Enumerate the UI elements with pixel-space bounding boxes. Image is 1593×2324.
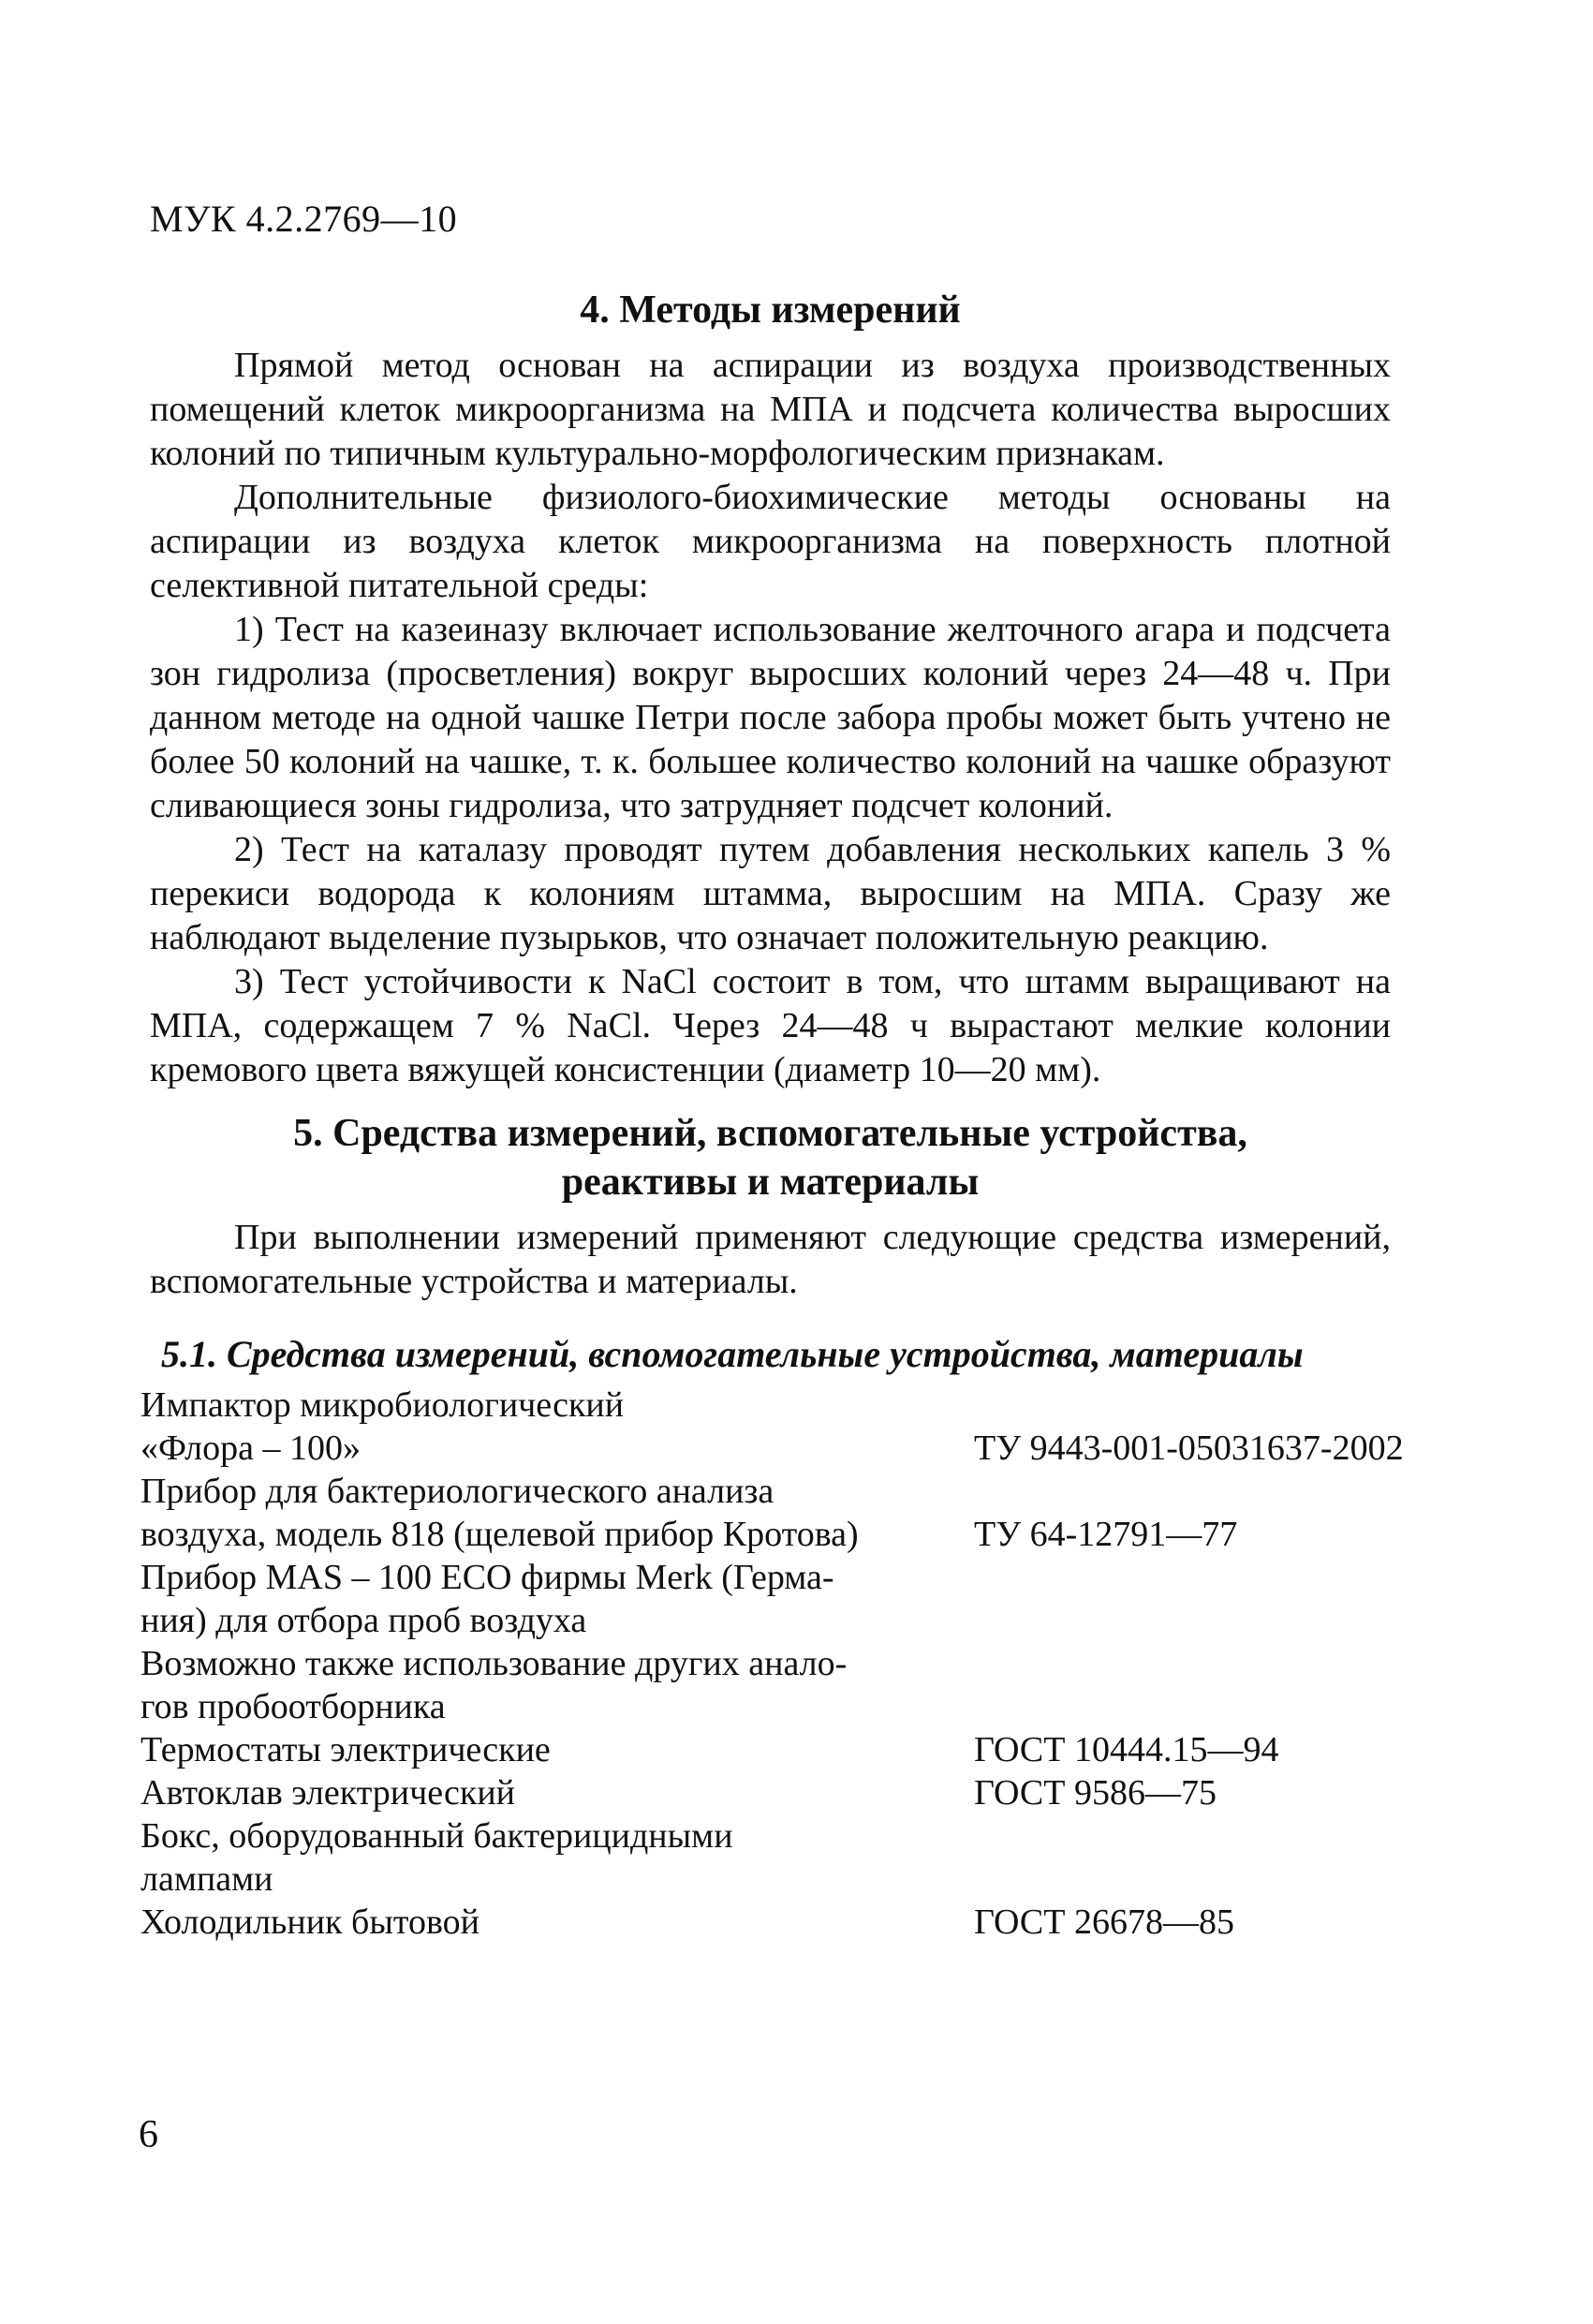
table-row	[140, 1470, 1452, 1513]
table-row	[140, 1728, 1452, 1771]
section-4-title: 4. Методы измерений	[580, 289, 961, 332]
table-row	[140, 1771, 1452, 1814]
table-row	[140, 1901, 1452, 1944]
paragraph: 1) Тест на казеиназу включает использование желточного агара и подсчета зон гидролиза (просветления) вокруг выросших колоний через 24—48 ч. При данном методе на одной чашке Петри после забора пробы может быть учтено не более 50 колоний на чашке, т. к. большее количество колоний на чашке образуют сливающиеся зоны гидролиза, что затрудняет подсчет колоний.	[150, 610, 1391, 825]
section-5-intro: При выполнении измерений применяют следующие средства измерений, вспомогательные устройства и материалы.	[150, 1218, 1391, 1301]
page-body	[140, 286, 1404, 1944]
document-code: МУК 4.2.2769—10	[150, 198, 458, 240]
equipment-table	[140, 1384, 1452, 1944]
equipment-standard: ТУ 9443-001-05031637-2002	[974, 1428, 1404, 1468]
equipment-standard	[965, 1642, 1452, 1685]
equipment-name: Автоклав электрический	[140, 1773, 516, 1813]
equipment-name: Холодильник бытовой	[140, 1902, 480, 1942]
equipment-standard: ГОСТ 10444.15—94	[974, 1730, 1279, 1769]
paragraph: 2) Тест на каталазу проводят путем добавления нескольких капель 3 % перекиси водорода к колониям штамма, выросшим на МПА. Сразу же наблюдают выделение пузырьков, что означает положительную реакцию.	[150, 830, 1391, 957]
equipment-name: Импактор микробиологический	[140, 1385, 625, 1425]
equipment-name: Прибор MAS – 100 ECO фирмы Merk (Герма-	[140, 1558, 834, 1597]
paragraph: Прямой метод основан на аспирации из воздуха производственных помещений клеток микроорганизма на МПА и подсчета количества выросших колоний по типичным культурально-морфологическим признакам.	[150, 346, 1391, 473]
equipment-name: гов пробоотборника	[140, 1687, 446, 1726]
equipment-standard	[965, 1814, 1452, 1858]
table-row	[140, 1556, 1452, 1599]
equipment-name: Термостаты электрические	[140, 1730, 551, 1769]
equipment-name: Прибор для бактериологического анализа	[140, 1472, 774, 1511]
paragraph: Дополнительные физиолого-биохимические методы основаны на аспирации из воздуха клеток микроорганизма на поверхность плотной селективной питательной среды:	[150, 478, 1391, 605]
section-5-title-line2: реактивы и материалы	[561, 1161, 980, 1204]
equipment-standard	[965, 1556, 1452, 1599]
section-5-title	[150, 1109, 1391, 1206]
table-row	[140, 1642, 1452, 1685]
table-row	[140, 1427, 1452, 1470]
equipment-name: «Флора – 100»	[140, 1428, 361, 1468]
table-row	[140, 1685, 1452, 1728]
equipment-name: лампами	[140, 1859, 273, 1899]
subsection-5-1-title: 5.1. Средства измерений, вспомогательные устройства, материалы	[161, 1333, 1304, 1375]
equipment-name: воздуха, модель 818 (щелевой прибор Кротова)	[140, 1515, 859, 1554]
equipment-name: ния) для отбора проб воздуха	[140, 1601, 587, 1640]
equipment-standard: ТУ 64-12791—77	[974, 1515, 1238, 1554]
equipment-name: Бокс, оборудованный бактерицидными	[140, 1816, 733, 1856]
equipment-standard	[965, 1470, 1452, 1513]
table-row	[140, 1814, 1452, 1858]
table-row	[140, 1384, 1452, 1427]
paragraph: 3) Тест устойчивости к NaCl состоит в том, что штамм выращивают на МПА, содержащем 7 % NaCl. Через 24—48 ч вырастают мелкие колонии кремового цвета вяжущей консистенции (диаметр 10—20 мм).	[150, 962, 1391, 1089]
table-row	[140, 1858, 1452, 1901]
equipment-standard	[965, 1858, 1452, 1901]
equipment-standard	[965, 1685, 1452, 1728]
section-5-title-line1: 5. Средства измерений, вспомогательные устройства,	[293, 1112, 1247, 1155]
page-number: 6	[139, 2113, 158, 2156]
equipment-standard	[965, 1384, 1452, 1427]
equipment-name: Возможно также использование других анало-	[140, 1644, 848, 1683]
table-row	[140, 1599, 1452, 1642]
equipment-standard	[965, 1599, 1452, 1642]
equipment-standard: ГОСТ 9586—75	[974, 1773, 1217, 1813]
equipment-standard: ГОСТ 26678—85	[974, 1902, 1234, 1942]
table-row	[140, 1513, 1452, 1556]
